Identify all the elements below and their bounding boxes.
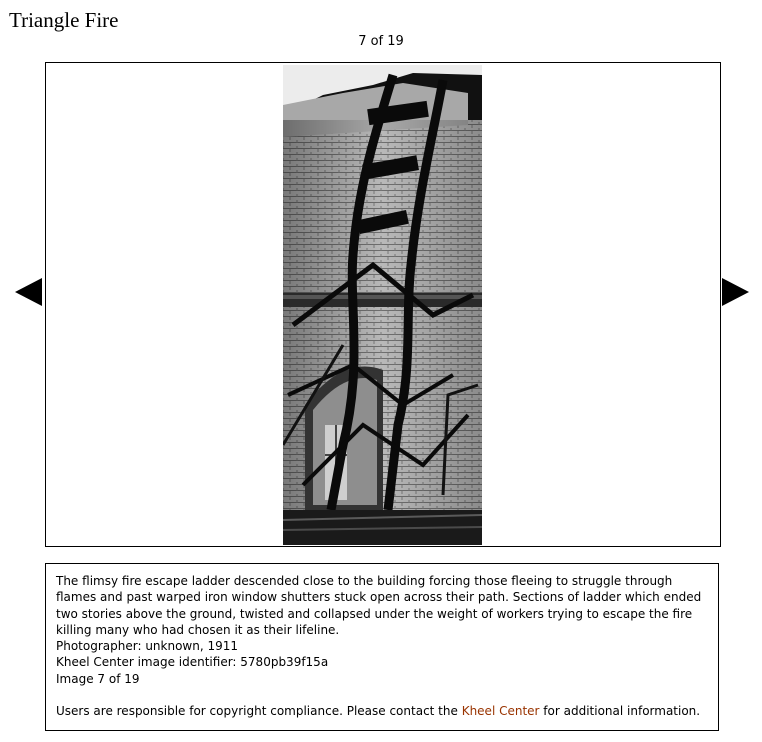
page-title: Triangle Fire [9, 8, 119, 32]
fire-escape-photo [283, 65, 482, 545]
caption-photographer: Photographer: unknown, 1911 [56, 639, 239, 654]
next-image-button[interactable] [722, 276, 750, 308]
notice-text-after: for additional information. [539, 704, 701, 719]
caption-description: The flimsy fire escape ladder descended close to the building forcing those fleeing to struggle through flames and past warped iron window shutters stuck open across their path. Sections of ladder which ended two stories above the ground, twisted and collapsed under the weight of workers trying to escape the fire killing many who had chosen it as their lifeline. [56, 574, 702, 637]
left-triangle-arrow-icon [15, 278, 42, 306]
image-viewer [45, 62, 721, 547]
image-counter: 7 of 19 [358, 34, 404, 49]
right-triangle-arrow-icon [722, 278, 749, 306]
previous-image-button[interactable] [14, 276, 42, 308]
kheel-center-link[interactable]: Kheel Center [461, 704, 540, 719]
caption-identifier: Kheel Center image identifier: 5780pb39f15a [56, 655, 329, 670]
notice-text-before: Users are responsible for copyright compliance. Please contact the [56, 704, 462, 719]
caption-image-count: Image 7 of 19 [56, 671, 140, 686]
image-caption [45, 563, 719, 731]
copyright-notice [56, 703, 708, 719]
